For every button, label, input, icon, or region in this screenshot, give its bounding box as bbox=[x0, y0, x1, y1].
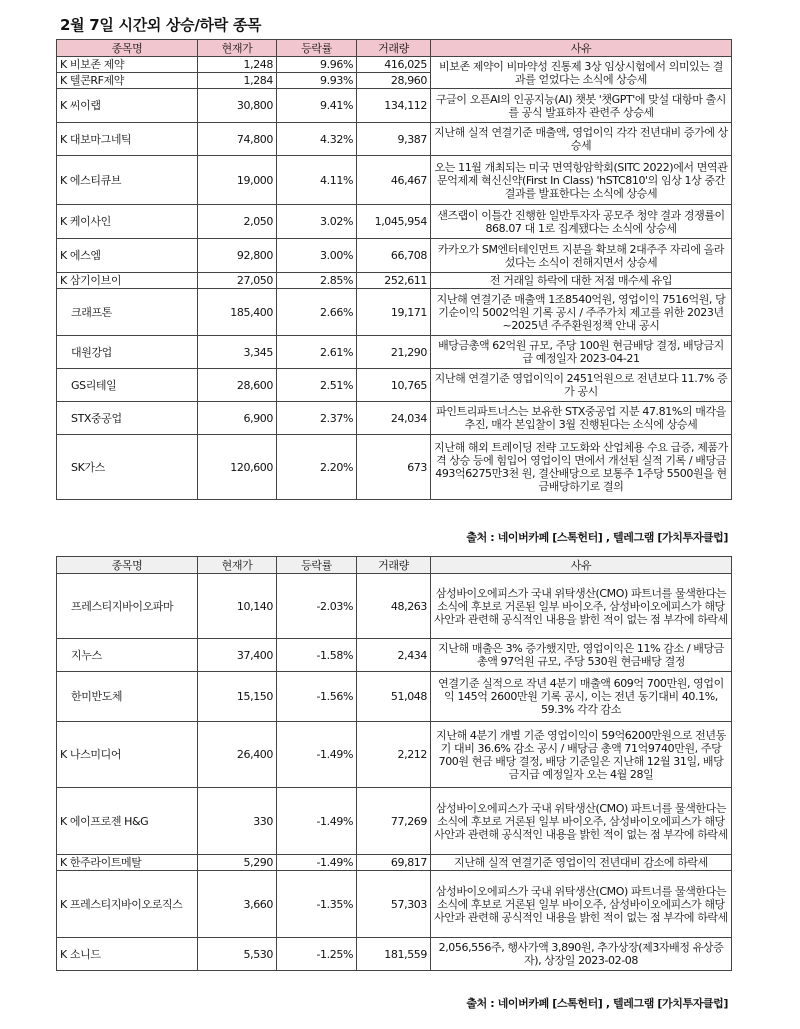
stock-name: 대원강업 bbox=[57, 336, 198, 369]
stock-volume: 673 bbox=[357, 435, 431, 500]
stock-rate: 2.85% bbox=[277, 273, 357, 289]
stock-price: 74,800 bbox=[198, 123, 277, 156]
rising-stocks-table bbox=[56, 39, 732, 500]
stock-rate: -1.49% bbox=[277, 788, 357, 855]
stock-rate: 2.61% bbox=[277, 336, 357, 369]
stock-price: 1,248 bbox=[198, 57, 277, 73]
stock-name: K 에스엠 bbox=[57, 239, 198, 273]
stock-name: K 에스티큐브 bbox=[57, 156, 198, 205]
stock-volume: 252,611 bbox=[357, 273, 431, 289]
col-header-reason: 사유 bbox=[431, 557, 732, 574]
stock-volume: 416,025 bbox=[357, 57, 431, 73]
stock-volume: 10,765 bbox=[357, 369, 431, 402]
table-row bbox=[57, 205, 732, 239]
stock-price: 30,800 bbox=[198, 89, 277, 123]
stock-price: 15,150 bbox=[198, 672, 277, 722]
stock-reason: 삼성바이오에피스가 국내 위탁생산(CMO) 파트너를 물색한다는 소식에 후보로 거론된 일부 바이오주, 삼성바이오에피스가 해당 사안과 관련해 공식적인 내용을 밝힌 적이 없는 점 부각에 하락세 bbox=[431, 574, 732, 639]
table-row bbox=[57, 289, 732, 336]
table-row bbox=[57, 273, 732, 289]
stock-reason: 2,056,556주, 행사가액 3,890원, 추가상장(제3자배정 유상증자), 상장일 2023-02-08 bbox=[431, 938, 732, 971]
stock-volume: 69,817 bbox=[357, 855, 431, 871]
stock-volume: 46,467 bbox=[357, 156, 431, 205]
col-header-rate: 등락률 bbox=[277, 557, 357, 574]
stock-price: 10,140 bbox=[198, 574, 277, 639]
rising-stocks-body bbox=[57, 57, 732, 500]
stock-name: K 케이사인 bbox=[57, 205, 198, 239]
stock-volume: 28,960 bbox=[357, 73, 431, 89]
stock-price: 185,400 bbox=[198, 289, 277, 336]
table-row bbox=[57, 369, 732, 402]
stock-name: SK가스 bbox=[57, 435, 198, 500]
header-row bbox=[57, 557, 732, 574]
stock-rate: -1.25% bbox=[277, 938, 357, 971]
falling-stocks-body bbox=[57, 574, 732, 971]
stock-volume: 77,269 bbox=[357, 788, 431, 855]
stock-name: 한미반도체 bbox=[57, 672, 198, 722]
stock-name: GS리테일 bbox=[57, 369, 198, 402]
stock-volume: 134,112 bbox=[357, 89, 431, 123]
source-note-bottom: 출처 : 네이버카페 [스톡헌터] , 텔레그램 [가치투자클럽] bbox=[466, 997, 728, 1010]
stock-price: 5,530 bbox=[198, 938, 277, 971]
stock-volume: 2,212 bbox=[357, 722, 431, 788]
stock-price: 2,050 bbox=[198, 205, 277, 239]
stock-volume: 1,045,954 bbox=[357, 205, 431, 239]
stock-price: 330 bbox=[198, 788, 277, 855]
stock-name: K 텔콘RF제약 bbox=[57, 73, 198, 89]
stock-name: K 소니드 bbox=[57, 938, 198, 971]
stock-volume: 19,171 bbox=[357, 289, 431, 336]
stock-price: 5,290 bbox=[198, 855, 277, 871]
stock-price: 27,050 bbox=[198, 273, 277, 289]
table-row bbox=[57, 639, 732, 672]
col-header-rate: 등락률 bbox=[277, 40, 357, 57]
stock-reason: 지난해 4분기 개별 기준 영업이익이 59억6200만원으로 전년동기 대비 36.6% 감소 공시 / 배당금 총액 71억9740만원, 주당 700원 현금 배당 결정, 배당 기준일은 지난해 12월 31일, 배당금지급 예정일자 오는 4월 28일 bbox=[431, 722, 732, 788]
table-row bbox=[57, 672, 732, 722]
stock-volume: 57,303 bbox=[357, 871, 431, 938]
stock-volume: 2,434 bbox=[357, 639, 431, 672]
stock-reason: 지난해 매출은 3% 증가했지만, 영업이익은 11% 감소 / 배당금총액 97억원 규모, 주당 530원 현금배당 결정 bbox=[431, 639, 732, 672]
stock-price: 6,900 bbox=[198, 402, 277, 435]
page-title: 2월 7일 시간외 상승/하락 종목 bbox=[60, 16, 262, 34]
stock-name: K 대보마그네틱 bbox=[57, 123, 198, 156]
stock-rate: 2.37% bbox=[277, 402, 357, 435]
stock-reason: 오는 11월 개최되는 미국 면역항암학회(SITC 2022)에서 면역관문억제제 혁신신약(First In Class) 'hSTC810'의 임상 1상 중간 결과를 발표한다는 소식에 상승세 bbox=[431, 156, 732, 205]
table-row bbox=[57, 435, 732, 500]
stock-reason: 지난해 실적 연결기준 매출액, 영업이익 각각 전년대비 증가에 상승세 bbox=[431, 123, 732, 156]
table-row bbox=[57, 871, 732, 938]
stock-reason: 삼성바이오에피스가 국내 위탁생산(CMO) 파트너를 물색한다는 소식에 후보로 거론된 일부 바이오주, 삼성바이오에피스가 해당 사안과 관련해 공식적인 내용을 밝힌 적이 없는 점 부각에 하락세 bbox=[431, 871, 732, 938]
col-header-price: 현재가 bbox=[198, 557, 277, 574]
stock-volume: 9,387 bbox=[357, 123, 431, 156]
stock-rate: 4.11% bbox=[277, 156, 357, 205]
falling-stocks-table bbox=[56, 556, 732, 971]
stock-reason: 비보존 제약이 비마약성 진통제 3상 임상시험에서 의미있는 결과를 얻었다는 소식에 상승세 bbox=[431, 57, 732, 89]
stock-reason: 연결기준 실적으로 작년 4분기 매출액 609억 700만원, 영업이익 145억 2600만원 기록 공시, 이는 전년 동기대비 40.1%, 59.3% 각각 감소 bbox=[431, 672, 732, 722]
header-row bbox=[57, 40, 732, 57]
stock-price: 26,400 bbox=[198, 722, 277, 788]
stock-reason: 지난해 연결기준 영업이익이 2451억원으로 전년보다 11.7% 증가 공시 bbox=[431, 369, 732, 402]
table-row bbox=[57, 574, 732, 639]
stock-reason: 파인트리파트너스는 보유한 STX중공업 지분 47.81%의 매각을 추진, 매각 본입찰이 3월 진행된다는 소식에 상승세 bbox=[431, 402, 732, 435]
stock-price: 19,000 bbox=[198, 156, 277, 205]
stock-rate: 3.00% bbox=[277, 239, 357, 273]
col-header-volume: 거래량 bbox=[357, 40, 431, 57]
stock-reason: 구글이 오픈AI의 인공지능(AI) 챗봇 '챗GPT'에 맞설 대항마 출시를 공식 발표하자 관련주 상승세 bbox=[431, 89, 732, 123]
stock-price: 3,345 bbox=[198, 336, 277, 369]
stock-volume: 66,708 bbox=[357, 239, 431, 273]
stock-reason: 배당금총액 62억원 규모, 주당 100원 현금배당 결정, 배당금지급 예정일자 2023-04-21 bbox=[431, 336, 732, 369]
stock-reason: 샌즈랩이 이틀간 진행한 일반투자자 공모주 청약 결과 경쟁률이 868.07 대 1로 집계됐다는 소식에 상승세 bbox=[431, 205, 732, 239]
stock-reason: 삼성바이오에피스가 국내 위탁생산(CMO) 파트너를 물색한다는 소식에 후보로 거론된 일부 바이오주, 삼성바이오에피스가 해당 사안과 관련해 공식적인 내용을 밝힌 적이 없는 점 부각에 하락세 bbox=[431, 788, 732, 855]
table-row bbox=[57, 57, 732, 73]
table-row bbox=[57, 788, 732, 855]
table-row bbox=[57, 123, 732, 156]
stock-name: K 에이프로젠 H&G bbox=[57, 788, 198, 855]
stock-price: 92,800 bbox=[198, 239, 277, 273]
stock-rate: 2.51% bbox=[277, 369, 357, 402]
stock-rate: -1.49% bbox=[277, 855, 357, 871]
stock-volume: 51,048 bbox=[357, 672, 431, 722]
stock-rate: -1.35% bbox=[277, 871, 357, 938]
stock-volume: 181,559 bbox=[357, 938, 431, 971]
table-row bbox=[57, 722, 732, 788]
stock-rate: 3.02% bbox=[277, 205, 357, 239]
table-row bbox=[57, 89, 732, 123]
col-header-name: 종목명 bbox=[57, 557, 198, 574]
stock-reason: 지난해 연결기준 매출액 1조8540억원, 영업이익 7516억원, 당기순이익 5002억원 기록 공시 / 주주가치 제고를 위한 2023년~2025년 주주환원정책 안내 공시 bbox=[431, 289, 732, 336]
stock-rate: -1.58% bbox=[277, 639, 357, 672]
table-row bbox=[57, 402, 732, 435]
stock-price: 28,600 bbox=[198, 369, 277, 402]
table-row bbox=[57, 938, 732, 971]
col-header-volume: 거래량 bbox=[357, 557, 431, 574]
stock-price: 37,400 bbox=[198, 639, 277, 672]
stock-name: 프레스티지바이오파마 bbox=[57, 574, 198, 639]
stock-name: K 비보존 제약 bbox=[57, 57, 198, 73]
stock-volume: 24,034 bbox=[357, 402, 431, 435]
stock-reason: 카카오가 SM엔터테인먼트 지분을 확보해 2대주주 자리에 올라섰다는 소식이 전해지면서 상승세 bbox=[431, 239, 732, 273]
stock-reason: 지난해 실적 연결기준 영업이익 전년대비 감소에 하락세 bbox=[431, 855, 732, 871]
table-row bbox=[57, 336, 732, 369]
stock-name: K 한주라이트메탈 bbox=[57, 855, 198, 871]
stock-rate: 9.41% bbox=[277, 89, 357, 123]
stock-volume: 48,263 bbox=[357, 574, 431, 639]
stock-price: 120,600 bbox=[198, 435, 277, 500]
stock-rate: 9.96% bbox=[277, 57, 357, 73]
stock-price: 3,660 bbox=[198, 871, 277, 938]
stock-rate: -2.03% bbox=[277, 574, 357, 639]
stock-name: 크래프톤 bbox=[57, 289, 198, 336]
stock-rate: 2.20% bbox=[277, 435, 357, 500]
stock-name: STX중공업 bbox=[57, 402, 198, 435]
stock-name: K 나스미디어 bbox=[57, 722, 198, 788]
source-note-top: 출처 : 네이버카페 [스톡헌터] , 텔레그램 [가치투자클럽] bbox=[466, 531, 728, 544]
stock-name: 지누스 bbox=[57, 639, 198, 672]
stock-rate: 2.66% bbox=[277, 289, 357, 336]
stock-name: K 씨이랩 bbox=[57, 89, 198, 123]
stock-name: K 프레스티지바이오로직스 bbox=[57, 871, 198, 938]
stock-rate: -1.49% bbox=[277, 722, 357, 788]
stock-rate: 4.32% bbox=[277, 123, 357, 156]
stock-reason: 지난해 해외 트레이딩 전략 고도화와 산업체용 수요 급증, 제품가격 상승 등에 힘입어 영업이익 면에서 개선된 실적 기록 / 배당금 493억6275만3천 원, 결산배당으로 보통주 1주당 5500원을 현금배당하기로 결의 bbox=[431, 435, 732, 500]
stock-price: 1,284 bbox=[198, 73, 277, 89]
table-row bbox=[57, 239, 732, 273]
stock-rate: -1.56% bbox=[277, 672, 357, 722]
stock-volume: 21,290 bbox=[357, 336, 431, 369]
stock-reason: 전 거래일 하락에 대한 저점 매수세 유입 bbox=[431, 273, 732, 289]
stock-name: K 삼기이브이 bbox=[57, 273, 198, 289]
table-row bbox=[57, 855, 732, 871]
col-header-reason: 사유 bbox=[431, 40, 732, 57]
col-header-name: 종목명 bbox=[57, 40, 198, 57]
col-header-price: 현재가 bbox=[198, 40, 277, 57]
table-row bbox=[57, 156, 732, 205]
stock-rate: 9.93% bbox=[277, 73, 357, 89]
